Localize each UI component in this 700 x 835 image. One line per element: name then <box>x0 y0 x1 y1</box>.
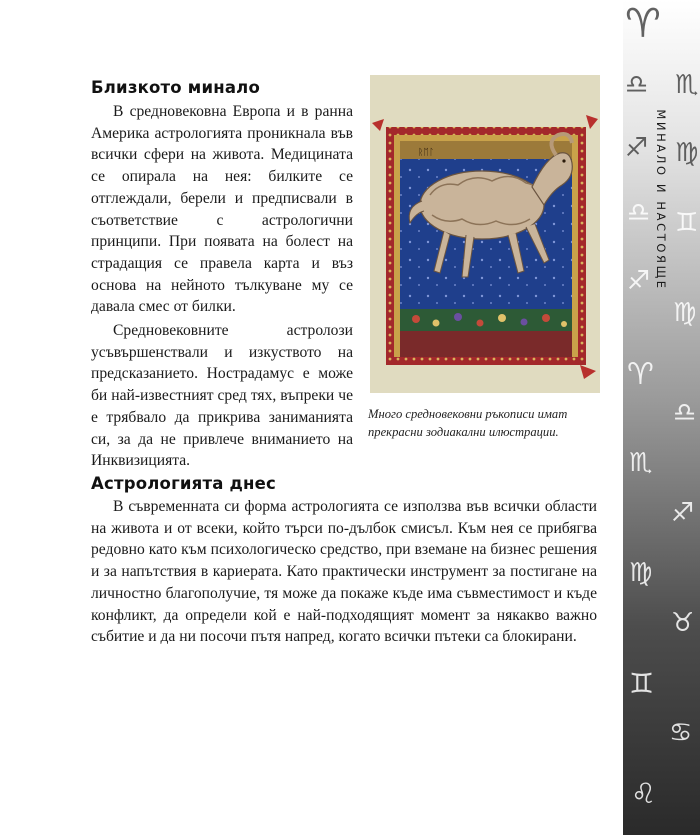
section-astrology-today-body <box>91 496 597 648</box>
paragraph: В съвременната си форма астрологията се използва във всички области на живота и от всеки, който търси по-дълбок смисъл. Към нея се прибягва редовно като към психологическо средство, при вземане на бизнес решения и за напътствия в кариерата. Като практически инструмент за постигане на личностно благополучие, тя може да покаже къде има съвместимост и къде конфликт, да определи кой е най-подходящият момент за някакво важно събитие и да ни посочи пътя напред, когато всички пътеки са блокирани. <box>91 498 597 646</box>
libra-glyph-icon: ♎ <box>625 70 649 100</box>
libra-glyph-icon: ♎ <box>673 398 697 428</box>
sidebar-chapter-title: МИНАЛО И НАСТОЯЩЕ <box>654 109 668 291</box>
svg-text:ᚱᛖᛚ: ᚱᛖᛚ <box>418 148 435 158</box>
paragraph: В средновековна Европа и в ранна Америка астрологията проникнала във всички сфери на живота. Медицината се опирала на нея: билките се отглеждали, берели и предписвали в съответствие с астрологични принципи. При появата на болест на страдащия се правела карта и въз основа на нейното тълкуване му се давала смес от билки. <box>91 103 353 316</box>
taurus-glyph-icon: ♉ <box>671 608 695 638</box>
libra-glyph-icon: ♎ <box>627 198 651 228</box>
leo-glyph-icon: ♌ <box>631 777 657 810</box>
virgo-glyph-icon: ♍ <box>675 138 699 168</box>
virgo-glyph-icon: ♍ <box>629 558 653 588</box>
figure-caption: Много средновековни ръкописи имат прекрасни зодиакални илюстрации. <box>368 407 568 439</box>
virgo-glyph-icon: ♍ <box>673 298 697 328</box>
scorpio-glyph-icon: ♏ <box>629 448 653 478</box>
section-heading-recent-past: Близкото минало <box>91 78 260 97</box>
gemini-glyph-icon: ♊ <box>675 208 699 238</box>
aries-glyph-icon: ♈ <box>627 357 654 392</box>
aries-glyph-icon: ♈ <box>625 1 661 47</box>
section-heading-astrology-today: Астрологията днес <box>91 474 276 493</box>
sagittarius-glyph-icon: ♐ <box>625 133 649 163</box>
sagittarius-glyph-icon: ♐ <box>671 498 695 528</box>
aries-ram-miniature <box>370 75 600 393</box>
gemini-glyph-icon: ♊ <box>629 667 655 700</box>
paragraph: Средновековните астролози усъвършенствали и изкуството на предсказанието. Нострадамус е може би най-известният сред тях, въпреки че е трябвало да прикрива заниманията си, за да не привлече вниманието на Инквизицията. <box>91 322 353 470</box>
manuscript-illustration <box>370 75 600 393</box>
sagittarius-glyph-icon: ♐ <box>627 266 651 296</box>
cancer-glyph-icon: ♋ <box>669 718 693 748</box>
section-recent-past-body <box>91 101 353 472</box>
scorpio-glyph-icon: ♏ <box>675 70 699 100</box>
